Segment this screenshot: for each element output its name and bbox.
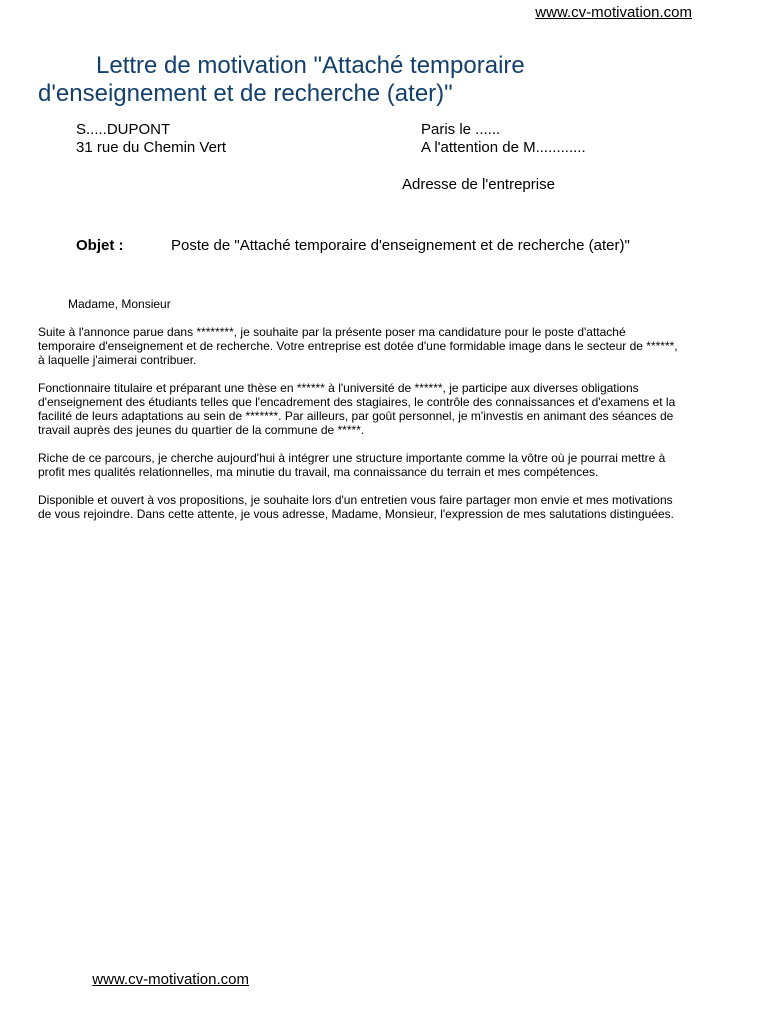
- letter-title-line-2: d'enseignement et de recherche (ater)": [38, 80, 453, 107]
- letter-body: [38, 325, 730, 535]
- paragraph-line: profit mes qualités relationnelles, ma minutie du travail, ma connaissance du terrain et mes compétences.: [38, 465, 599, 479]
- paragraph-line: à laquelle j'aimerai contribuer.: [38, 353, 197, 367]
- letter-title: [38, 52, 638, 108]
- recipient-attention: A l'attention de M............: [421, 139, 586, 156]
- paragraph-line: Fonctionnaire titulaire et préparant une thèse en ****** à l'université de ******, je participe aux diverses obligations: [38, 381, 639, 395]
- sender-name: S.....DUPONT: [76, 121, 171, 138]
- header-website-link[interactable]: www.cv-motivation.com: [535, 4, 692, 21]
- paragraph-4: [38, 493, 730, 521]
- paragraph-3: [38, 451, 730, 479]
- paragraph-line: Suite à l'annonce parue dans ********, je souhaite par la présente poser ma candidature pour le poste d'attaché: [38, 325, 626, 339]
- recipient-block: [421, 121, 586, 157]
- paragraph-2: [38, 381, 730, 437]
- company-address: Adresse de l'entreprise: [402, 176, 555, 193]
- paragraph-line: Riche de ce parcours, je cherche aujourd'hui à intégrer une structure importante comme la vôtre où je pourrai mettre à: [38, 451, 666, 465]
- paragraph-line: travail auprès des jeunes du quartier de la commune de *****.: [38, 423, 365, 437]
- paragraph-line: temporaire d'enseignement et de recherche. Votre entreprise est dotée d'une formidable image dans le secteur de ******,: [38, 339, 678, 353]
- letter-title-line-1: Lettre de motivation "Attaché temporaire: [96, 52, 525, 79]
- sender-address: 31 rue du Chemin Vert: [76, 139, 227, 156]
- place-date: Paris le ......: [421, 121, 501, 138]
- subject-text: Poste de "Attaché temporaire d'enseignement et de recherche (ater)": [171, 237, 630, 254]
- footer-website-link[interactable]: www.cv-motivation.com: [92, 971, 249, 988]
- paragraph-line: facilité de leurs adaptations au sein de *******. Par ailleurs, par goût personnel, je m'investis en animant des séances de: [38, 409, 674, 423]
- paragraph-line: Disponible et ouvert à vos propositions, je souhaite lors d'un entretien vous faire partager mon envie et mes motivations: [38, 493, 673, 507]
- subject-label: Objet :: [76, 237, 124, 254]
- paragraph-line: de vous rejoindre. Dans cette attente, je vous adresse, Madame, Monsieur, l'expression de mes salutations distinguées.: [38, 507, 674, 521]
- paragraph-line: d'enseignement des étudiants telles que l'encadrement des stagiaires, le contrôle des connaissances et d'examens et la: [38, 395, 676, 409]
- salutation: Madame, Monsieur: [68, 297, 171, 311]
- sender-block: [76, 121, 226, 157]
- paragraph-1: [38, 325, 730, 367]
